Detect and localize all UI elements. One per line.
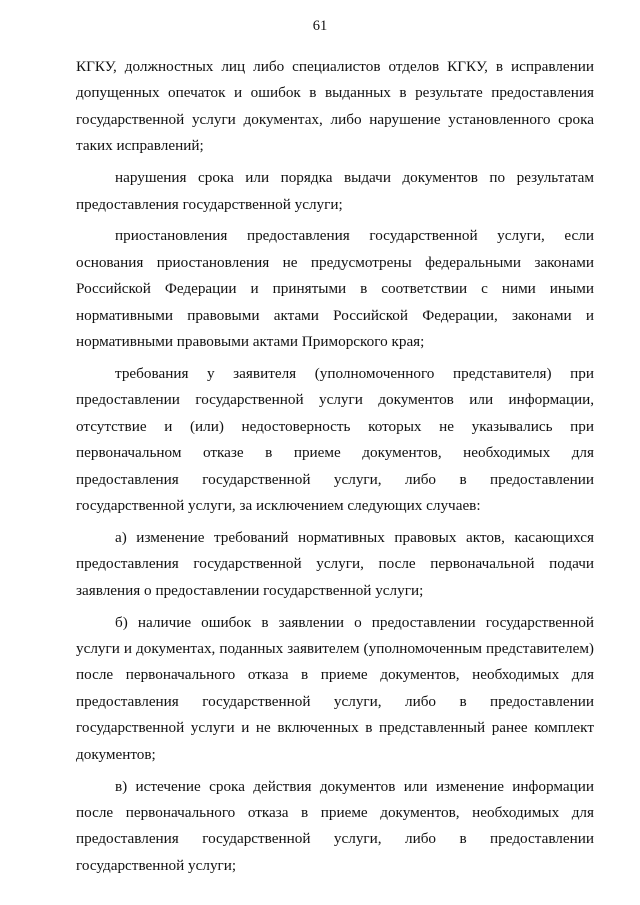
paragraph-continuation: КГКУ, должностных лиц либо специалистов отделов КГКУ, в исправлении допущенных опечаток и ошибок в выданных в результате предоставления государственной услуги документах, либо нарушение установленного срока таких исправлений; [76,58,594,155]
paragraph-case-a: а) изменение требований нормативных правовых актов, касающихся предоставления государственной услуги, после первоначальной подачи заявления о предоставлении государственной услуги; [76,528,594,599]
document-body [76,54,594,885]
paragraph-case-b: б) наличие ошибок в заявлении о предоставлении государственной услуги и документах, поданных заявителем (уполномоченным представителем) после первоначального отказа в приеме документов, необходимых для предоставления государственной услуги, либо в предоставлении государственной услуги и не включенных в представленный ранее комплект документов; [76,613,594,763]
paragraph-case-c: в) истечение срока действия документов или изменение информации после первоначального отказа в приеме документов, необходимых для предоставления государственной услуги, либо в предоставлении государственной услуги; [76,777,594,874]
paragraph-document-requirements: требования у заявителя (уполномоченного представителя) при предоставлении государственной услуги документов или информации, отсутствие и (или) недостоверность которых не указывались при первоначальном отказе в приеме документов, необходимых для предоставления государственной услуги, либо в предоставлении государственной услуги, за исключением следующих случаев: [76,364,594,514]
page-number: 61 [312,18,328,34]
paragraph-delivery-violation: нарушения срока или порядка выдачи документов по результатам предоставления государственной услуги; [76,169,594,213]
paragraph-suspension: приостановления предоставления государственной услуги, если основания приостановления не предусмотрены федеральными законами Российской Федерации и принятыми в соответствии с ними иными нормативными правовыми актами Российской Федерации, законами и нормативными правовыми актами Приморского края; [76,227,594,351]
